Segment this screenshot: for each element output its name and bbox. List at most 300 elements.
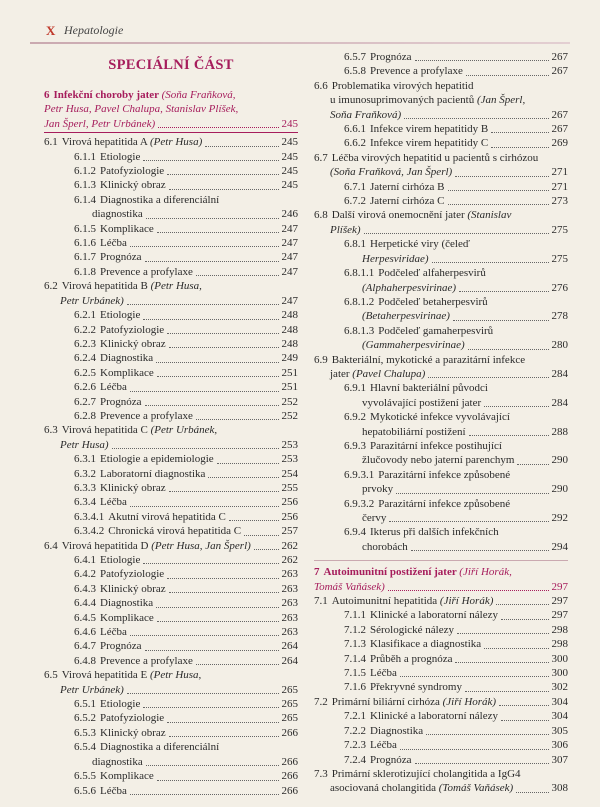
page-number: 284: [551, 396, 568, 409]
page-number: 262: [281, 554, 298, 566]
continuation-text: [362, 309, 450, 323]
section-number: 6.3.4.2: [74, 525, 105, 538]
section-title: [100, 366, 154, 380]
dot-leader: [501, 619, 549, 620]
page-number: 256: [281, 496, 298, 509]
chapter-line[interactable]: [314, 580, 568, 594]
toc-entry[interactable]: [44, 423, 298, 437]
page-number: 297: [551, 595, 568, 608]
running-title: Hepatologie: [64, 23, 124, 37]
page-number: 300: [551, 652, 568, 665]
toc-entry[interactable]: [314, 738, 568, 752]
section-title-text: Etiologie: [100, 309, 141, 322]
section-title-text: Etiologie: [100, 698, 141, 711]
dot-leader: [411, 550, 549, 551]
dot-leader: [167, 174, 278, 175]
page-number: 267: [551, 123, 568, 136]
toc-entry[interactable]: [44, 654, 298, 668]
section-number: 6.2.5: [74, 366, 96, 379]
page-number: 297: [551, 580, 568, 593]
dot-leader: [196, 664, 279, 665]
toc-entry[interactable]: [44, 279, 298, 293]
toc-entry[interactable]: [44, 784, 298, 798]
section-number: 6.6.2: [344, 137, 366, 150]
continuation-text: [362, 540, 408, 554]
toc-entry[interactable]: [44, 697, 298, 711]
section-number: 6.2.2: [74, 323, 96, 336]
dot-leader: [491, 147, 548, 148]
page-number: 247: [281, 294, 298, 307]
toc-entry[interactable]: [44, 395, 298, 409]
toc-entry-continuation[interactable]: [314, 396, 568, 410]
toc-entry[interactable]: [314, 64, 568, 78]
chapter-line[interactable]: [44, 117, 298, 131]
toc-entry[interactable]: [314, 439, 568, 453]
page-number: 267: [551, 65, 568, 78]
toc-entry[interactable]: [314, 208, 568, 222]
toc-entry[interactable]: [44, 567, 298, 581]
toc-entry[interactable]: [314, 637, 568, 651]
toc-entry[interactable]: [314, 180, 568, 194]
section-title-text: Etiologie a epidemiologie: [100, 453, 214, 466]
section-title-text: Virová hepatitida D: [61, 539, 149, 552]
page-number: 266: [281, 784, 298, 797]
section-title: [100, 567, 164, 581]
toc-entry-continuation[interactable]: [314, 309, 568, 323]
page-number: 246: [281, 208, 298, 221]
section-number: 6.8.1.3: [344, 324, 375, 337]
chapter-title: [44, 102, 238, 116]
toc-entry[interactable]: [44, 711, 298, 725]
toc-entry[interactable]: [314, 194, 568, 208]
section-authors: (Soňa Fraňková, Jan Šperl): [330, 166, 453, 179]
section-title: [370, 623, 454, 637]
section-title: [100, 697, 140, 711]
chapter-line[interactable]: [44, 102, 298, 116]
toc-entry-continuation[interactable]: [314, 511, 568, 525]
chapter-authors: (Soňa Fraňková,: [161, 89, 236, 101]
toc-entry[interactable]: [44, 596, 298, 610]
dot-leader: [469, 435, 549, 436]
section-title: [100, 467, 205, 481]
chapter-entry[interactable]: [44, 88, 298, 133]
dot-leader: [415, 763, 549, 764]
section-title-text: Herpetické viry (čeleď: [370, 238, 470, 251]
continuation-text: [362, 425, 466, 439]
dot-leader: [484, 648, 548, 649]
page-number: 252: [281, 409, 298, 422]
section-title: [370, 237, 470, 251]
dot-leader: [448, 190, 549, 191]
toc-entry[interactable]: [44, 351, 298, 365]
toc-entry[interactable]: [314, 525, 568, 539]
toc-entry[interactable]: [44, 668, 298, 682]
toc-entry[interactable]: [44, 250, 298, 264]
toc-entry[interactable]: [314, 497, 568, 511]
section-title-text: Klinický obraz: [100, 726, 166, 739]
toc-entry[interactable]: [314, 468, 568, 482]
section-title-text: Parazitární infekce způsobené: [378, 468, 511, 481]
toc-entry-continuation[interactable]: [314, 223, 568, 237]
toc-entry[interactable]: [44, 135, 298, 149]
toc-entry-continuation[interactable]: [314, 482, 568, 496]
section-number: 6.9.3: [344, 439, 366, 452]
page-number: 265: [281, 712, 298, 725]
dot-leader: [145, 261, 279, 262]
toc-entry[interactable]: [44, 178, 298, 192]
toc-entry-continuation[interactable]: [314, 367, 568, 381]
toc-entry-continuation[interactable]: [314, 108, 568, 122]
section-number: 6.5.3: [74, 726, 96, 739]
section-number: 6.1.3: [74, 179, 96, 192]
section-title-text: Diagnostika a diferenciální: [100, 193, 220, 206]
toc-entry-continuation[interactable]: [44, 438, 298, 452]
section-title-text: Diagnostika: [100, 597, 154, 610]
dot-leader: [145, 650, 279, 651]
toc-entry[interactable]: [44, 553, 298, 567]
continuation-text: [362, 338, 465, 352]
running-header: [0, 0, 600, 40]
section-title: [100, 611, 154, 625]
toc-entry[interactable]: [44, 265, 298, 279]
section-title: [332, 151, 538, 165]
section-title: [62, 135, 203, 149]
dot-leader: [400, 676, 549, 677]
toc-column-right: [314, 50, 568, 796]
toc-entry[interactable]: [44, 164, 298, 178]
section-number: 6.2: [44, 280, 58, 293]
section-number: 6.1.8: [74, 265, 96, 278]
toc-entry[interactable]: [44, 150, 298, 164]
section-title: [370, 637, 481, 651]
dot-leader: [130, 635, 279, 636]
page-number: 271: [551, 166, 568, 179]
toc-entry[interactable]: [314, 652, 568, 666]
toc-entry[interactable]: [314, 594, 568, 608]
dot-leader: [428, 377, 548, 378]
section-title: [370, 136, 488, 150]
dot-leader: [388, 590, 549, 591]
section-title-text: Virová hepatitida E: [61, 669, 148, 682]
toc-entry[interactable]: [314, 608, 568, 622]
continuation-text: [362, 252, 429, 266]
section-title-text: Prevence a profylaxe: [100, 654, 193, 667]
section-number: 6.1.2: [74, 165, 96, 178]
dot-leader: [143, 160, 278, 161]
dot-leader: [156, 607, 278, 608]
toc-entry-continuation[interactable]: [314, 165, 568, 179]
dot-leader: [169, 491, 279, 492]
chapter-number: 6: [44, 89, 50, 101]
section-number: 6.7: [314, 151, 328, 164]
chapter-entry[interactable]: [314, 560, 568, 594]
dot-leader: [455, 662, 548, 663]
toc-entry[interactable]: [44, 481, 298, 495]
dot-leader: [196, 419, 279, 420]
section-title: [370, 666, 397, 680]
section-number: 6.6.1: [344, 123, 366, 136]
chapter-title: [324, 565, 512, 579]
section-title-text: Problematika virových hepatitid: [331, 79, 474, 92]
toc-entry[interactable]: [44, 337, 298, 351]
chapter-authors: Petr Husa, Pavel Chalupa, Stanislav Plíšek,: [44, 103, 239, 116]
continuation-title: diagnostika: [92, 755, 143, 768]
chapter-line[interactable]: [44, 88, 298, 102]
toc-entry[interactable]: [314, 680, 568, 694]
section-title: [100, 654, 193, 668]
section-title: [370, 180, 445, 194]
toc-entry[interactable]: [44, 380, 298, 394]
toc-entry[interactable]: [44, 308, 298, 322]
toc-entry-continuation[interactable]: [314, 281, 568, 295]
section-number: 6.5.2: [74, 712, 96, 725]
page-number: 298: [551, 623, 568, 636]
toc-entry[interactable]: [314, 50, 568, 64]
section-title: [62, 539, 251, 553]
section-title-text: Překryvné syndromy: [370, 681, 462, 694]
section-number: 6.3.4: [74, 496, 96, 509]
continuation-text: [92, 207, 143, 221]
page-number: 257: [281, 525, 298, 538]
toc-entry[interactable]: [44, 236, 298, 250]
toc-entry[interactable]: [314, 753, 568, 767]
toc-entry-continuation[interactable]: [314, 453, 568, 467]
section-number: 7.2.2: [344, 724, 366, 737]
toc-entry[interactable]: [44, 611, 298, 625]
page-number: 306: [551, 739, 568, 752]
page-number: 248: [281, 323, 298, 336]
section-number: 7.1.4: [344, 652, 366, 665]
dot-leader: [130, 506, 279, 507]
continuation-title: (Alphaherpesvirinae): [362, 281, 457, 294]
section-number: 6.9: [314, 353, 328, 366]
section-title-text: Etiologie: [100, 150, 141, 163]
section-title-text: Chronická virová hepatitida C: [108, 525, 242, 538]
dot-leader: [426, 734, 548, 735]
toc-entry-continuation[interactable]: [314, 781, 568, 795]
toc-entry[interactable]: [314, 381, 568, 395]
toc-entry-continuation[interactable]: [314, 338, 568, 352]
toc-entry[interactable]: [44, 495, 298, 509]
toc-entry[interactable]: [314, 79, 568, 93]
toc-entry[interactable]: [314, 353, 568, 367]
section-title: [62, 423, 217, 437]
toc-entry-continuation[interactable]: [314, 425, 568, 439]
section-title: [370, 122, 488, 136]
section-title-text: Ikterus při dalších infekčních: [370, 526, 499, 539]
toc-entry[interactable]: [44, 467, 298, 481]
continuation-text: [60, 294, 124, 308]
dot-leader: [146, 218, 279, 219]
toc-entry[interactable]: [44, 366, 298, 380]
section-number: 6.2.8: [74, 409, 96, 422]
section-title-text: Infekce virem hepatitidy C: [370, 137, 489, 150]
dot-leader: [496, 604, 548, 605]
page-number: 264: [281, 654, 298, 667]
section-number: 6.5: [44, 669, 58, 682]
section-title: [370, 381, 488, 395]
section-number: 6.3: [44, 424, 58, 437]
section-number: 6.7.2: [344, 195, 366, 208]
section-title-text: Diagnostika: [370, 724, 424, 737]
toc-entry[interactable]: [314, 695, 568, 709]
toc-entry[interactable]: [314, 151, 568, 165]
section-title: [332, 208, 512, 222]
section-title-text: Mykotické infekce vyvolávající: [370, 411, 510, 424]
dot-leader: [415, 60, 549, 61]
section-title: [370, 652, 452, 666]
dot-leader: [254, 549, 279, 550]
page-number: 266: [281, 755, 298, 768]
toc-entry[interactable]: [44, 740, 298, 754]
toc-entry[interactable]: [44, 726, 298, 740]
section-title-text: Léčba virových hepatitid u pacientů s cirhózou: [331, 151, 539, 164]
section-title: [100, 495, 127, 509]
toc-entry[interactable]: [314, 666, 568, 680]
page-number: 245: [281, 150, 298, 163]
page-number: 245: [281, 165, 298, 178]
section-number: 6.5.4: [74, 741, 96, 754]
section-authors: (Petr Husa, Jan Šperl): [151, 539, 251, 552]
section-title: [332, 353, 525, 367]
page-number: 266: [281, 726, 298, 739]
page-number: 247: [281, 251, 298, 264]
toc-entry[interactable]: [314, 122, 568, 136]
section-title-text: Primární biliární cirhóza: [331, 695, 440, 708]
dot-leader: [157, 621, 279, 622]
toc-entry[interactable]: [44, 625, 298, 639]
toc-entry[interactable]: [44, 769, 298, 783]
section-authors: (Jiří Horák): [442, 695, 497, 708]
section-title-text: Bakteriální, mykotické a parazitární infekce: [331, 353, 526, 366]
toc-entry-continuation[interactable]: [44, 207, 298, 221]
toc-entry[interactable]: [44, 524, 298, 538]
section-title-text: Prevence a profylaxe: [370, 65, 463, 78]
toc-entry[interactable]: [314, 324, 568, 338]
continuation-text: [330, 93, 525, 107]
continuation-title: chorobách: [362, 540, 408, 553]
chapter-line[interactable]: [314, 565, 568, 579]
section-number: 6.9.3.2: [344, 497, 375, 510]
section-title: [370, 439, 502, 453]
toc-entry[interactable]: [314, 266, 568, 280]
dot-leader: [127, 693, 279, 694]
section-number: 6.2.3: [74, 337, 96, 350]
page-number: 265: [281, 683, 298, 696]
section-title: [108, 510, 226, 524]
page-number: 245: [281, 136, 298, 149]
section-title-text: Léčba: [100, 626, 127, 639]
section-title-text: Další virová onemocnění jater: [331, 209, 465, 222]
toc-entry-continuation[interactable]: [314, 93, 568, 107]
dot-leader: [157, 232, 279, 233]
toc-entry-continuation[interactable]: [314, 252, 568, 266]
continuation-title: Herpesviridae): [362, 252, 429, 265]
dot-leader: [146, 765, 279, 766]
dot-leader: [491, 132, 548, 133]
dot-leader: [169, 347, 279, 348]
section-title-text: Primární sklerotizující cholangitida a IgG4: [331, 767, 521, 780]
page-number: 308: [551, 782, 568, 795]
section-title: [100, 380, 127, 394]
section-authors: (Tomáš Vaňásek): [438, 782, 514, 795]
toc-entry[interactable]: [44, 323, 298, 337]
section-title-text: Jaterní cirhóza C: [370, 195, 445, 208]
toc-entry[interactable]: [44, 539, 298, 553]
section-authors: (Petr Husa,: [149, 669, 202, 682]
dot-leader: [112, 448, 279, 449]
continuation-text: [362, 396, 481, 410]
toc-entry[interactable]: [44, 639, 298, 653]
dot-leader: [156, 362, 278, 363]
section-number: 6.3.2: [74, 467, 96, 480]
page-number: 278: [551, 310, 568, 323]
toc-entry[interactable]: [44, 582, 298, 596]
section-title: [100, 351, 153, 365]
page-number: 248: [281, 309, 298, 322]
section-title: [100, 639, 142, 653]
toc-entry[interactable]: [314, 136, 568, 150]
toc-entry[interactable]: [44, 452, 298, 466]
section-title: [378, 468, 510, 482]
section-title: [62, 279, 202, 293]
dot-leader: [143, 563, 278, 564]
toc-entry[interactable]: [314, 709, 568, 723]
continuation-text: [330, 223, 361, 237]
page-number: 251: [281, 381, 298, 394]
section-title: [100, 308, 140, 322]
toc-entry[interactable]: [44, 193, 298, 207]
section-title-text: Akutní virová hepatitida C: [108, 510, 226, 523]
toc-entry-continuation[interactable]: [44, 294, 298, 308]
page-number: 290: [551, 483, 568, 496]
section-number: 6.1.7: [74, 251, 96, 264]
toc-entry-continuation[interactable]: [44, 755, 298, 769]
section-title-text: Virová hepatitida A: [61, 136, 148, 149]
section-number: 6.8: [314, 209, 328, 222]
continuation-title: vyvolávající postižení jater: [362, 396, 482, 409]
page-number: 275: [551, 252, 568, 265]
section-title: [100, 409, 193, 423]
continuation-text: [362, 281, 456, 295]
toc-entry[interactable]: [314, 295, 568, 309]
toc-entry[interactable]: [314, 410, 568, 424]
page-number: 284: [551, 367, 568, 380]
section-title-text: Prognóza: [100, 251, 142, 264]
toc-entry[interactable]: [314, 767, 568, 781]
section-number: 6.4.6: [74, 626, 96, 639]
toc-entry[interactable]: [314, 237, 568, 251]
section-number: 6.5.7: [344, 51, 366, 63]
section-title-text: Léčba: [100, 496, 127, 509]
dot-leader: [158, 127, 278, 128]
toc-entry[interactable]: [314, 623, 568, 637]
dot-leader: [501, 720, 549, 721]
toc-entry-continuation[interactable]: [44, 683, 298, 697]
section-title-text: Komplikace: [100, 366, 154, 379]
toc-entry-continuation[interactable]: [314, 540, 568, 554]
dot-leader: [208, 477, 278, 478]
section-title: [100, 150, 140, 164]
toc-entry[interactable]: [314, 724, 568, 738]
toc-entry[interactable]: [44, 222, 298, 236]
toc-entry[interactable]: [44, 510, 298, 524]
section-authors: (Pavel Chalupa): [352, 367, 426, 380]
toc-entry[interactable]: [44, 409, 298, 423]
section-title: [378, 295, 487, 309]
chapter-title: [314, 580, 385, 594]
section-title-text: Klinický obraz: [100, 337, 166, 350]
